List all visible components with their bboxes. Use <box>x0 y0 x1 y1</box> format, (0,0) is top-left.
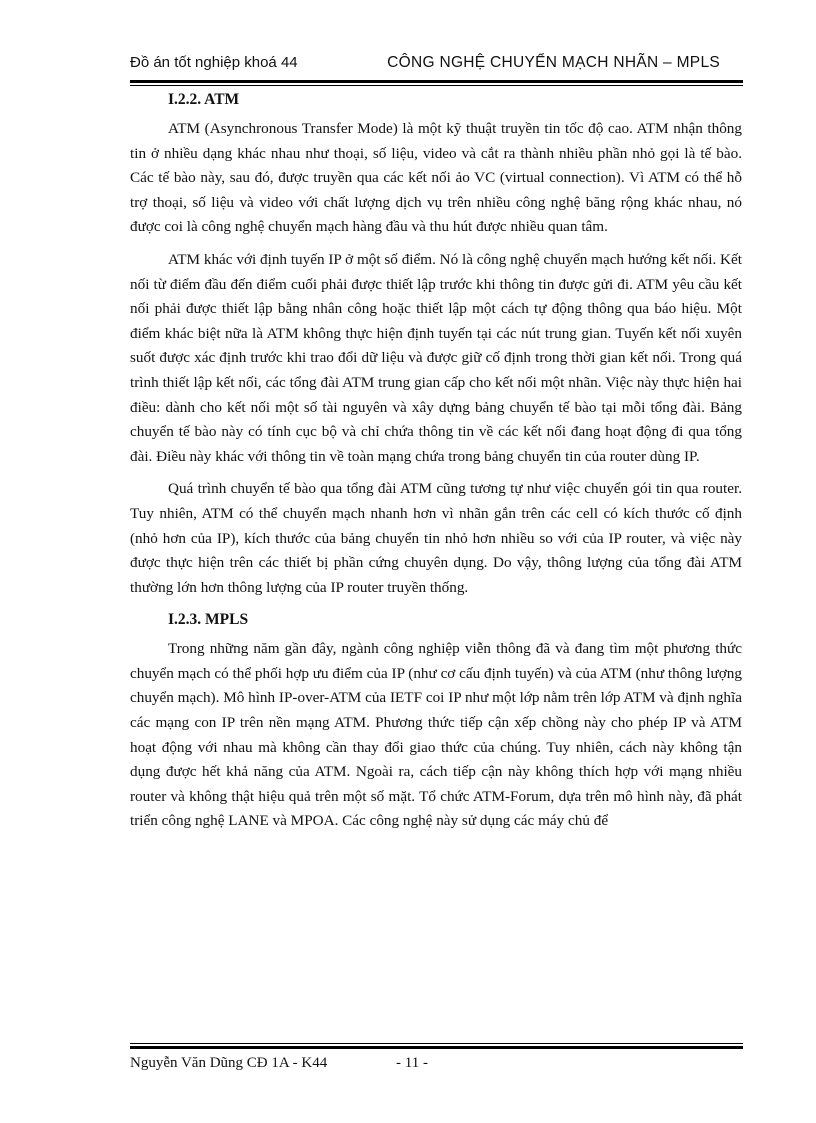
header-right-title: CÔNG NGHỆ CHUYỂN MẠCH NHÃN – MPLS <box>387 54 720 71</box>
paragraph: ATM khác với định tuyến IP ở một số điểm. Nó là công nghệ chuyển mạch hướng kết nối. Kết nối từ điểm đầu đến điểm cuối phải được thiết lập trước khi thông tin được gửi đi. ATM yêu cầu kết nối phải được thiết lập bằng nhân công hoặc thiết lập một cách tự động thông qua báo hiệu. Một điểm khác biệt nữa là ATM không thực hiện định tuyến tại các nút trung gian. Tuyến kết nối xuyên suốt được xác định trước khi trao đổi dữ liệu và được giữ cố định trong thời gian kết nối. Trong quá trình thiết lập kết nối, các tổng đài ATM trung gian cấp cho kết nối một nhãn. Việc này thực hiện hai điều: dành cho kết nối một số tài nguyên và xây dựng bảng chuyển tế bào tại mỗi tổng đài. Bảng chuyển tế bào này có tính cục bộ và chỉ chứa thông tin về các kết nối đang hoạt động đi qua tổng đài. Điều này khác với thông tin về toàn mạng chứa trong bảng chuyển tin của router dùng IP. <box>130 250 742 465</box>
paragraph: Quá trình chuyển tế bào qua tổng đài ATM cũng tương tự như việc chuyển gói tin qua router. Tuy nhiên, ATM có thể chuyển mạch nhanh hơn vì nhãn gắn trên các cell có kích thước cố định (nhỏ hơn của IP), kích thước của bảng chuyển tin nhỏ hơn nhiều so với của IP router, và việc này được thực hiện trên các thiết bị phần cứng chuyên dụng. Do vậy, thông lượng của tổng đài ATM thường lớn hơn thông lượng của IP router truyền thống. <box>130 480 742 596</box>
document-body <box>130 88 742 842</box>
section-heading-atm: I.2.2. ATM <box>168 91 240 108</box>
section-heading-mpls: I.2.3. MPLS <box>168 611 249 629</box>
footer-rule-thick <box>130 1046 743 1049</box>
page-header <box>130 50 742 80</box>
paragraph: ATM (Asynchronous Transfer Mode) là một kỹ thuật truyền tin tốc độ cao. ATM nhận thông tin ở nhiều dạng khác nhau như thoại, số liệu, video và cắt ra thành nhiều phần nhỏ gọi là tế bào. Các tế bào này, sau đó, được truyền qua các kết nối ảo VC (virtual connection). Vì ATM có thể hỗ trợ thoại, số liệu và video với chất lượng dịch vụ trên nhiều công nghệ băng rộng khác nhau, nó được coi là công nghệ chuyển mạch hàng đầu và thu hút được nhiều quan tâm. <box>130 120 742 236</box>
header-rule-thin <box>130 85 743 86</box>
footer-rule-thin <box>130 1043 743 1044</box>
header-left-title: Đồ án tốt nghiệp khoá 44 <box>130 54 298 71</box>
footer-author: Nguyễn Văn Dũng CĐ 1A - K44 <box>130 1055 328 1071</box>
paragraph: Trong những năm gần đây, ngành công nghiệp viễn thông đã và đang tìm một phương thức chuyển mạch có thể phối hợp ưu điểm của IP (như cơ cấu định tuyến) và của ATM (như thông lượng chuyển mạch). Mô hình IP-over-ATM của IETF coi IP như một lớp nằm trên lớp ATM và định nghĩa các mạng con IP trên nền mạng ATM. Phương thức tiếp cận xếp chồng này cho phép IP và ATM hoạt động với nhau mà không cần thay đổi giao thức của chúng. Tuy nhiên, cách này không tận dụng được hết khả năng của ATM. Ngoài ra, cách tiếp cận này không thích hợp với mạng nhiều router và không thật hiệu quả trên một số mặt. Tổ chức ATM-Forum, dựa trên mô hình này, đã phát triển công nghệ LANE và MPOA. Các công nghệ này sử dụng các máy chủ để <box>130 640 742 830</box>
header-rule-thick <box>130 80 743 83</box>
page-number: - 11 - <box>396 1055 428 1071</box>
